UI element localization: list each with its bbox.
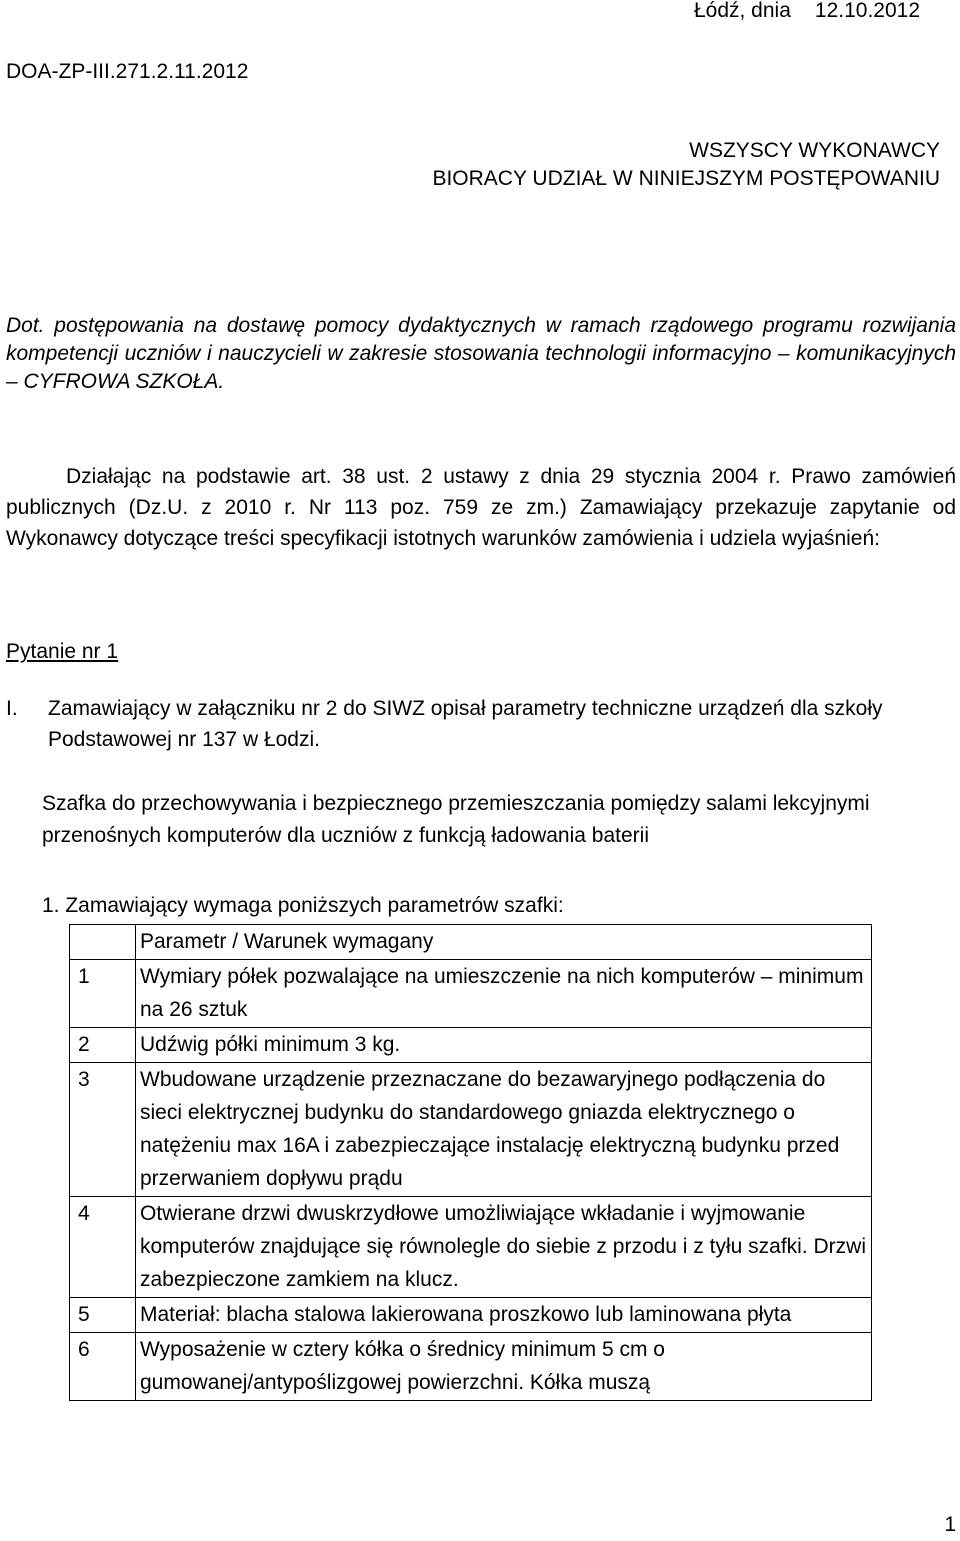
question-item-number: I. <box>6 697 18 720</box>
table-row-text: Udźwig półki minimum 3 kg. <box>136 1028 872 1063</box>
table-row <box>70 1028 872 1063</box>
table-row-num: 1 <box>70 960 136 1028</box>
table-header-row <box>70 925 872 960</box>
question-heading: Pytanie nr 1 <box>6 640 119 663</box>
table-row-text: Otwierane drzwi dwuskrzydłowe umożliwiające wkładanie i wyjmowanie komputerów znajdujące się równolegle do siebie z przodu i z tyłu szafki. Drzwi zabezpieczone zamkiem na klucz. <box>136 1197 872 1298</box>
intro-paragraph: Działając na podstawie art. 38 ust. 2 ustawy z dnia 29 stycznia 2004 r. Prawo zamówień publicznych (Dz.U. z 2010 r. Nr 113 poz. 759 ze zm.) Zamawiający przekazuje zapytanie od Wykonawcy dotyczące treści specyfikacji istotnych warunków zamówienia i udziela wyjaśnień: <box>6 465 956 550</box>
table-row-num: 3 <box>70 1063 136 1197</box>
addressee-line-1: WSZYSCY WYKONAWCY <box>689 139 940 162</box>
table-header-num <box>70 925 136 960</box>
table-row-text: Materiał: blacha stalowa lakierowana proszkowo lub laminowana płyta <box>136 1298 872 1333</box>
table-header-text: Parametr / Warunek wymagany <box>136 925 872 960</box>
table-row <box>70 1063 872 1197</box>
table-row-text: Wymiary półek pozwalające na umieszczenie na nich komputerów – minimum na 26 sztuk <box>136 960 872 1028</box>
table-row-text: Wbudowane urządzenie przeznaczane do bezawaryjnego podłączenia do sieci elektrycznej budynku do standardowego gniazda elektrycznego o natężeniu max 16A i zabezpieczające instalację elektryczną budynku przed przerwaniem dopływu prądu <box>136 1063 872 1197</box>
table-row-num: 4 <box>70 1197 136 1298</box>
table-row-num: 6 <box>70 1333 136 1401</box>
date-line <box>694 0 920 27</box>
page-number: 1 <box>944 1513 956 1536</box>
cabinet-description: Szafka do przechowywania i bezpiecznego przemieszczania pomiędzy salami lekcyjnymi przenośnych komputerów dla uczniów z funkcją ładowania baterii <box>42 792 870 847</box>
table-row-num: 5 <box>70 1298 136 1333</box>
reference-number: DOA-ZP-III.271.2.11.2012 <box>6 60 249 83</box>
table-row-num: 2 <box>70 1028 136 1063</box>
city-date-label: Łódź, dnia <box>693 0 791 22</box>
addressee-line-2: BIORACY UDZIAŁ W NINIEJSZYM POSTĘPOWANIU <box>432 167 940 190</box>
table-row <box>70 1333 872 1401</box>
requirement-line: 1. Zamawiający wymaga poniższych parametrów szafki: <box>42 894 564 917</box>
question-item <box>6 693 946 755</box>
table-row <box>70 960 872 1028</box>
table-row-text: Wyposażenie w cztery kółka o średnicy minimum 5 cm o gumowanej/antypoślizgowej powierzchni. Kółka muszą <box>136 1333 872 1401</box>
letter-date: 12.10.2012 <box>814 0 920 22</box>
addressee-block <box>432 137 940 193</box>
parameters-table <box>69 924 872 1401</box>
subject-paragraph: Dot. postępowania na dostawę pomocy dydaktycznych w ramach rządowego programu rozwijania kompetencji uczniów i nauczycieli w zakresie stosowania technologii informacyjno – komunikacyjnych – CYFROWA SZKOŁA. <box>6 314 956 393</box>
table-row <box>70 1197 872 1298</box>
table-row <box>70 1298 872 1333</box>
question-item-text: Zamawiający w załączniku nr 2 do SIWZ opisał parametry techniczne urządzeń dla szkoły Podstawowej nr 137 w Łodzi. <box>48 697 883 751</box>
